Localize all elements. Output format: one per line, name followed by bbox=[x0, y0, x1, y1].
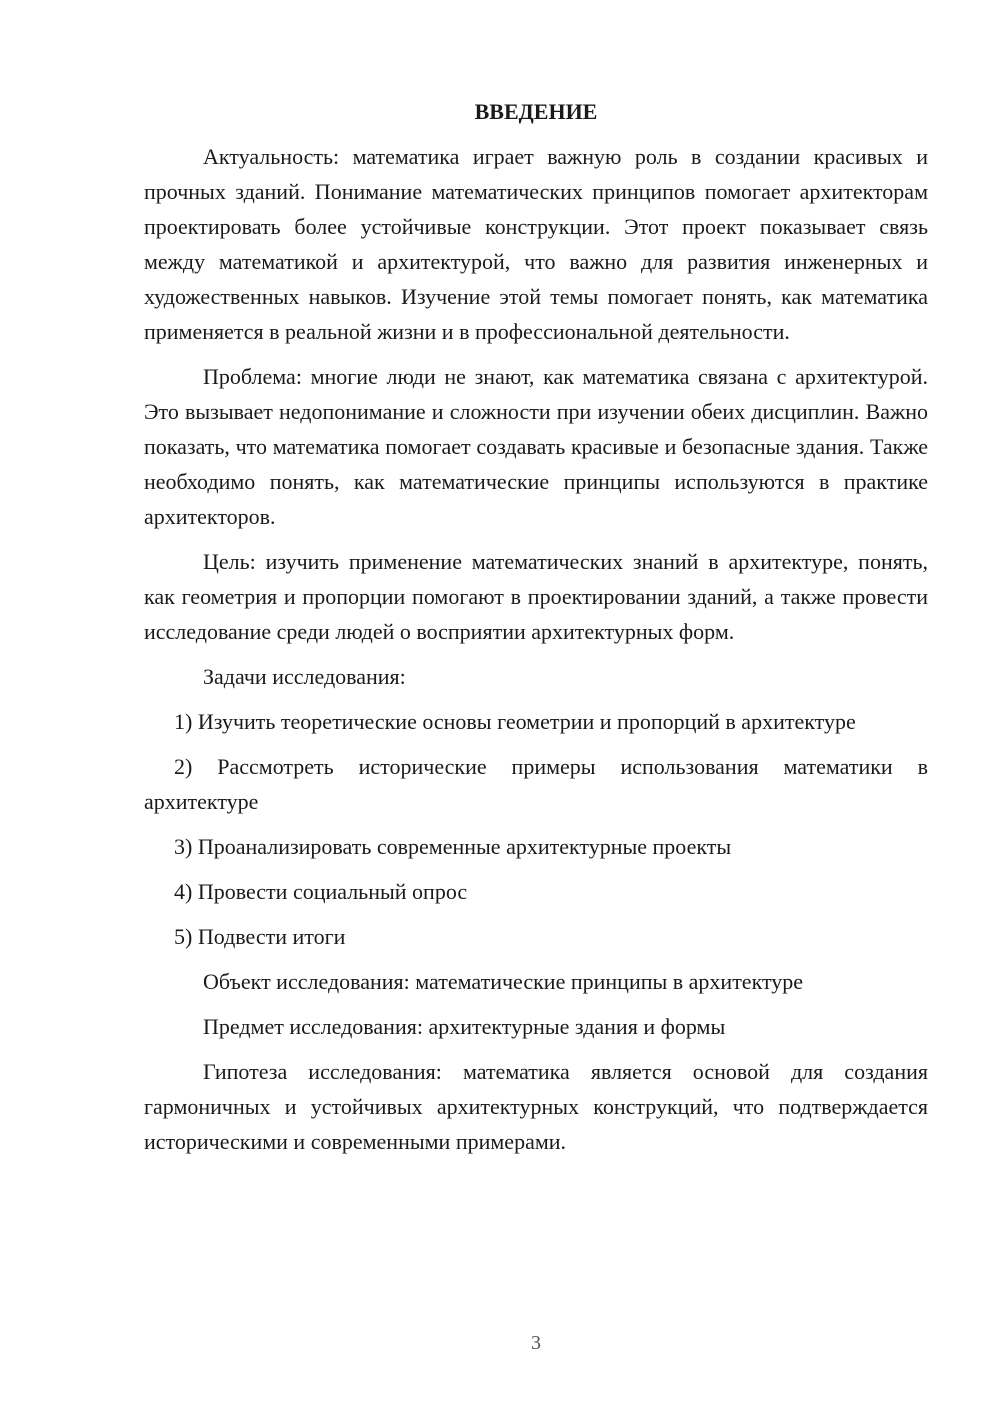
research-object: Объект исследования: математические принципы в архитектуре bbox=[203, 969, 804, 994]
relevance-paragraph: Актуальность: математика играет важную роль в создании красивых и прочных зданий. Понимание математических принципов помогает архитекторам проектировать более устойчивые конструкции. Этот проект показывает связь между математикой и архитектурой, что важно для развития инженерных и художественных навыков. Изучение этой темы помогает понять, как математика применяется в реальной жизни и в профессиональной деятельности. bbox=[144, 144, 928, 344]
research-hypothesis: Гипотеза исследования: математика является основой для создания гармоничных и устойчивых архитектурных конструкций, что подтверждается историческими и современными примерами. bbox=[144, 1059, 928, 1154]
task-item-5: 5) Подвести итоги bbox=[174, 924, 346, 949]
section-heading: ВВЕДЕНИЕ bbox=[474, 99, 598, 124]
goal-paragraph: Цель: изучить применение математических знаний в архитектуре, понять, как геометрия и пропорции помогают в проектировании зданий, а также провести исследование среди людей о восприятии архитектурных форм. bbox=[144, 549, 928, 644]
task-item-1: 1) Изучить теоретические основы геометрии и пропорций в архитектуре bbox=[174, 709, 856, 734]
problem-paragraph: Проблема: многие люди не знают, как математика связана с архитектурой. Это вызывает недопонимание и сложности при изучении обеих дисциплин. Важно показать, что математика помогает создавать красивые и безопасные здания. Также необходимо понять, как математические принципы используются в практике архитекторов. bbox=[144, 364, 928, 529]
research-subject: Предмет исследования: архитектурные здания и формы bbox=[203, 1014, 726, 1039]
task-item-2: 2) Рассмотреть исторические примеры использования математики в архитектуре bbox=[144, 754, 928, 814]
task-item-3: 3) Проанализировать современные архитектурные проекты bbox=[174, 834, 732, 859]
task-item-4: 4) Провести социальный опрос bbox=[174, 879, 468, 904]
page-content bbox=[144, 94, 928, 1169]
page-number: 3 bbox=[531, 1332, 541, 1354]
tasks-title: Задачи исследования: bbox=[203, 664, 406, 689]
